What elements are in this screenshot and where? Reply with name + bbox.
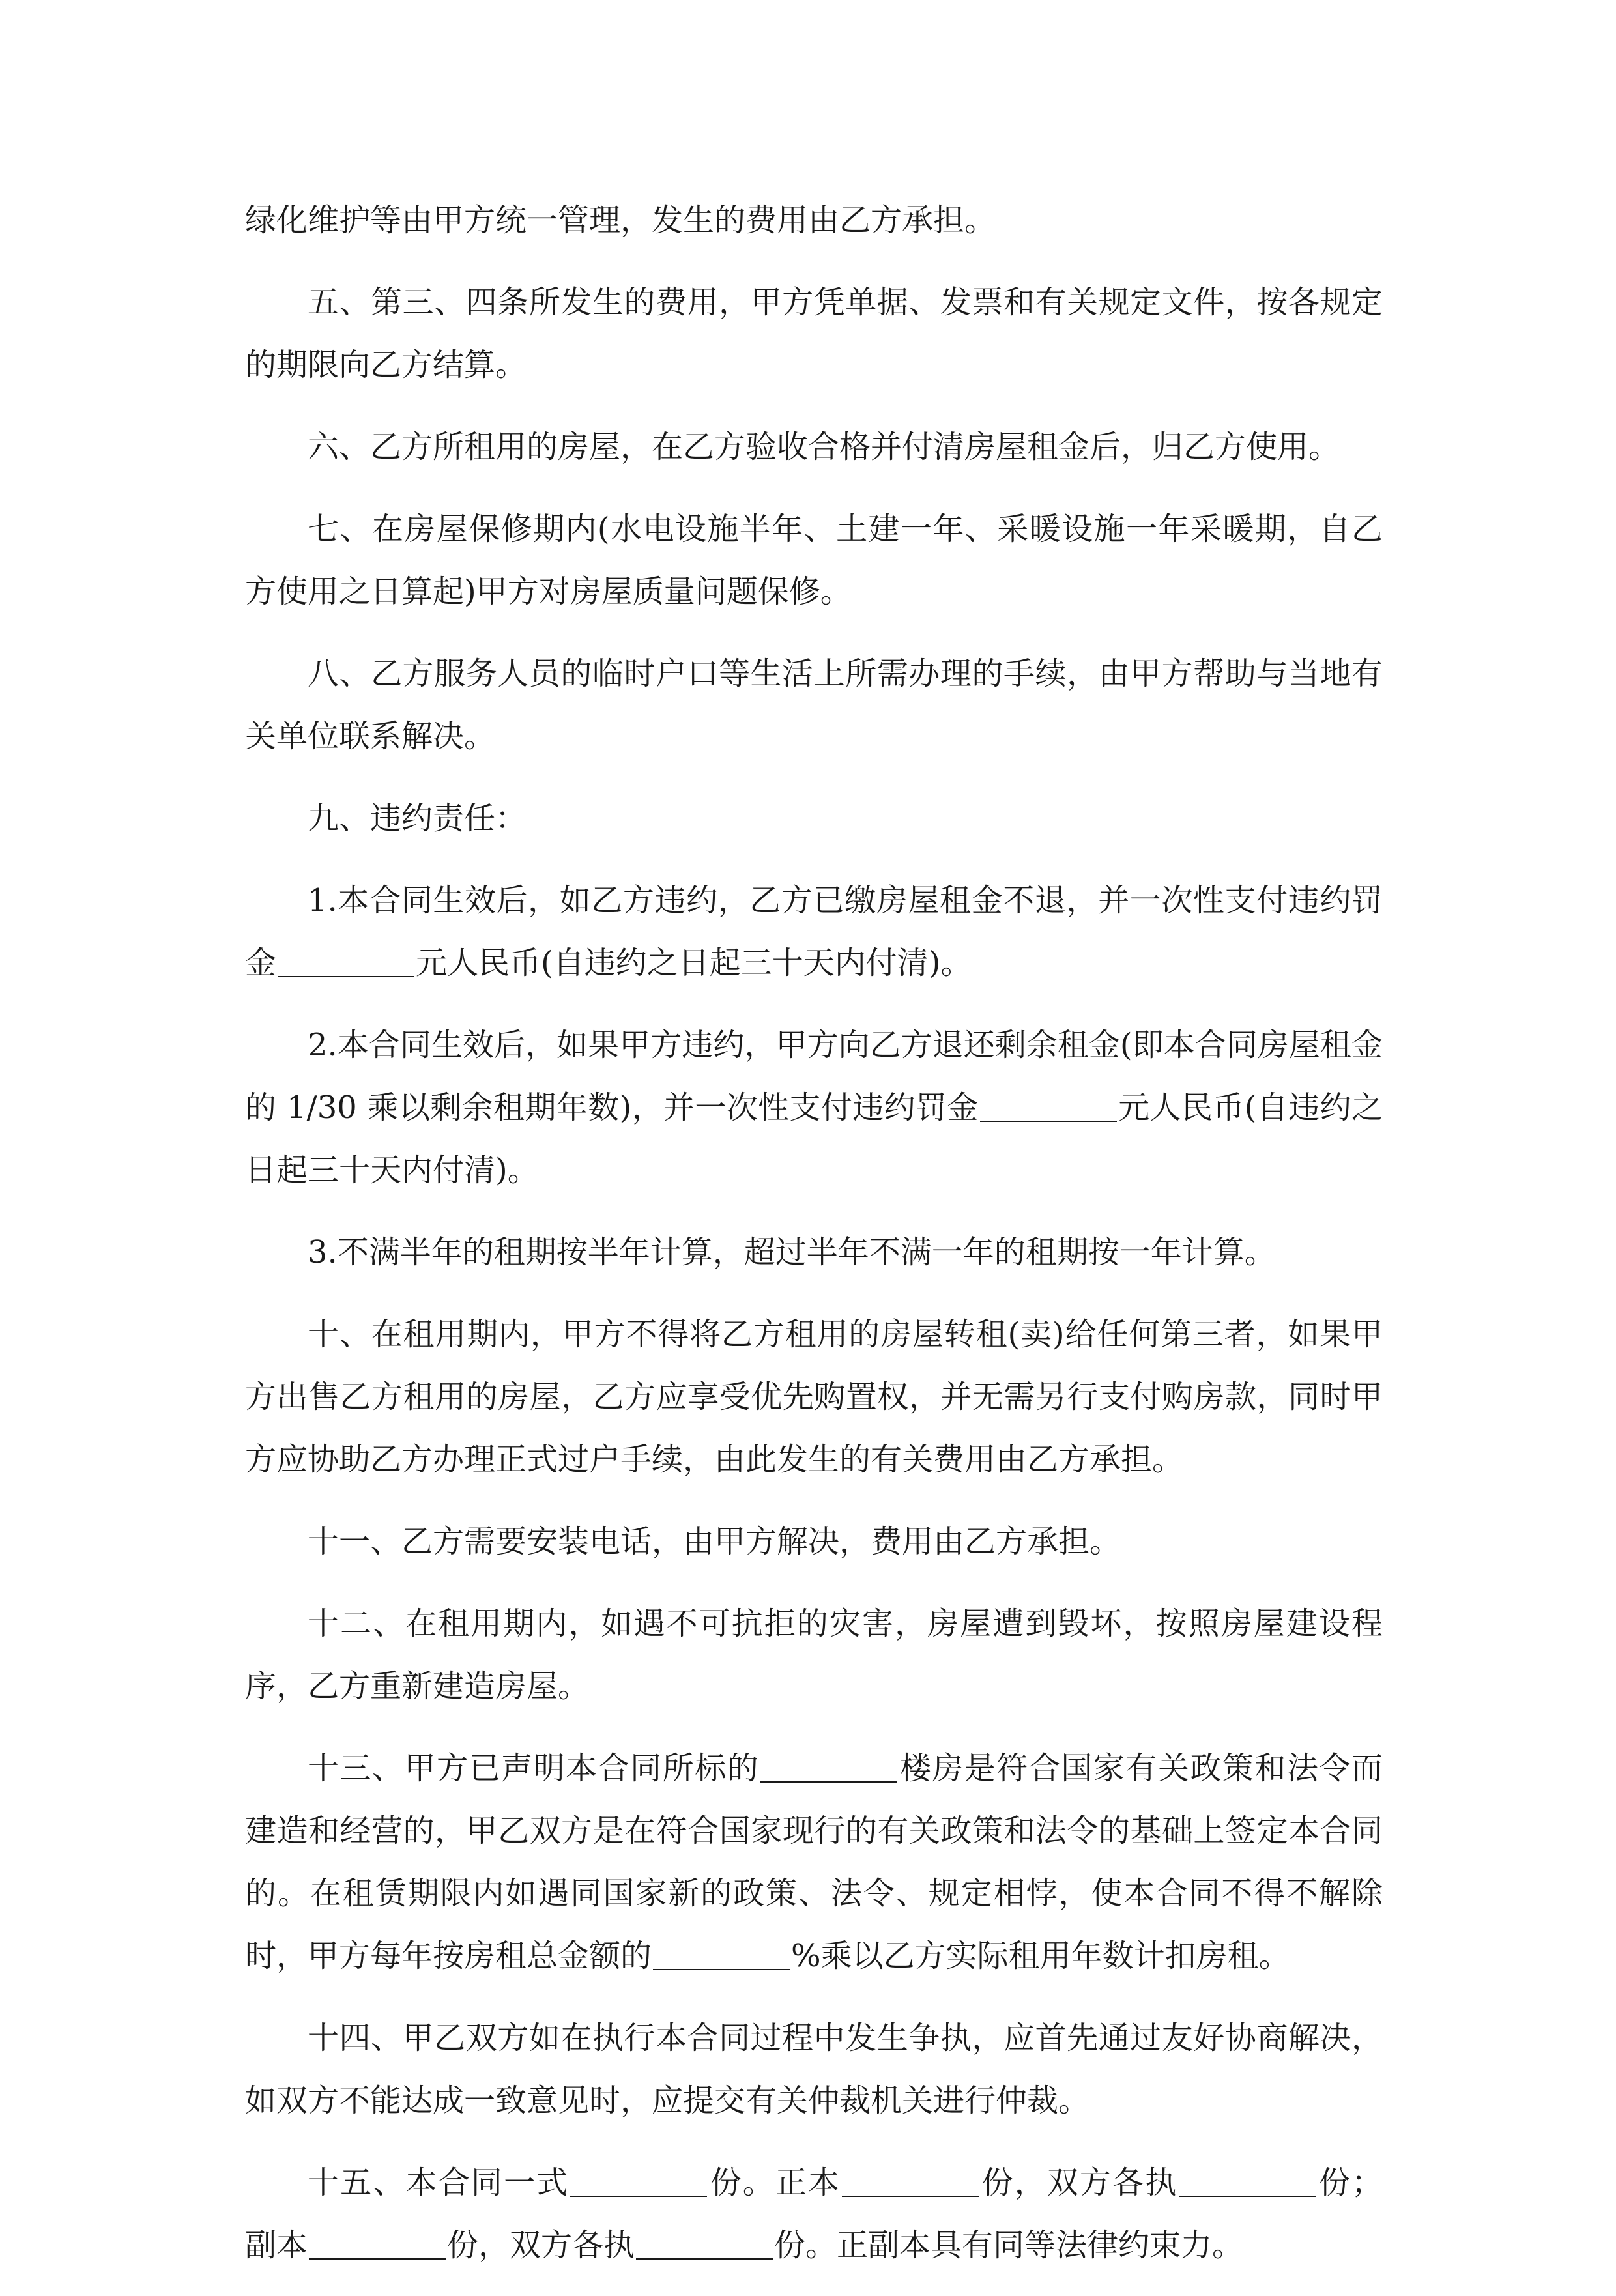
- paragraph-text: 楼房是符合国家有关政策和法令而建造和经营的，甲乙双方是在符合国家现行的有关政策和法令的基础上签定本合同的。在租赁期限内如遇同国家新的政策、法令、规定相悖，使本合同不得不解除时，甲方每年按房租总金额的: [245, 1750, 1383, 1974]
- paragraph-text: 份；副本: [245, 2164, 1383, 2263]
- paragraph-text: 五、第三、四条所发生的费用，甲方凭单据、发票和有关规定文件，按各规定的期限向乙方结算。: [245, 284, 1383, 383]
- fill-in-blank: [570, 2167, 707, 2197]
- paragraph-text: 元人民币(自违约之日起三十天内付清)。: [245, 1089, 1383, 1188]
- paragraph-text: 十五、本合同一式: [308, 2164, 570, 2201]
- paragraph-p5: [245, 271, 1383, 396]
- paragraph-text: 1.本合同生效后，如乙方违约，乙方已缴房屋租金不退，并一次性支付违约罚金: [245, 882, 1383, 981]
- paragraph-p7: [245, 498, 1383, 623]
- paragraph-text: 十二、在租用期内，如遇不可抗拒的灾害，房屋遭到毁坏，按照房屋建设程序，乙方重新建造房屋。: [245, 1605, 1383, 1704]
- paragraph-p11: [245, 1510, 1383, 1573]
- paragraph-text: 十三、甲方已声明本合同所标的: [308, 1750, 760, 1787]
- paragraph-text: %乘以乙方实际租用年数计扣房租。: [791, 1938, 1290, 1974]
- paragraph-p9-2: [245, 1014, 1383, 1201]
- fill-in-blank: [842, 2167, 979, 2197]
- fill-in-blank: [636, 2230, 773, 2260]
- paragraph-p9-1: [245, 869, 1383, 994]
- paragraph-text: 份。正副本具有同等法律约束力。: [774, 2227, 1244, 2263]
- paragraph-p0: [245, 189, 1383, 251]
- paragraph-text: 十一、乙方需要安装电话，由甲方解决，费用由乙方承担。: [308, 1523, 1121, 1560]
- paragraph-text: 十四、甲乙双方如在执行本合同过程中发生争执，应首先通过友好协商解决，如双方不能达成一致意见时，应提交有关仲裁机关进行仲裁。: [245, 2020, 1383, 2119]
- fill-in-blank: [1179, 2167, 1316, 2197]
- paragraph-text: 份，双方各执: [447, 2227, 635, 2263]
- paragraph-p14: [245, 2007, 1383, 2132]
- paragraph-text: 份，双方各执: [980, 2164, 1178, 2201]
- paragraph-text: 份。正本: [708, 2164, 841, 2201]
- paragraph-p6: [245, 416, 1383, 478]
- paragraph-p9-3: [245, 1221, 1383, 1284]
- paragraph-text: 绿化维护等由甲方统一管理，发生的费用由乙方承担。: [245, 202, 996, 238]
- paragraph-p8: [245, 642, 1383, 768]
- paragraph-p15: [245, 2151, 1383, 2276]
- paragraph-p12: [245, 1592, 1383, 1717]
- paragraph-text: 元人民币(自违约之日起三十天内付清)。: [416, 945, 972, 981]
- fill-in-blank: [309, 2230, 446, 2260]
- paragraph-text: 十、在租用期内，甲方不得将乙方租用的房屋转租(卖)给任何第三者，如果甲方出售乙方租用的房屋，乙方应享受优先购置权，并无需另行支付购房款，同时甲方应协助乙方办理正式过户手续，由此发生的有关费用由乙方承担。: [245, 1316, 1383, 1478]
- fill-in-blank: [653, 1940, 790, 1970]
- paragraph-p10: [245, 1303, 1383, 1491]
- paragraph-p9: [245, 787, 1383, 850]
- paragraph-text: 2.本合同生效后，如果甲方违约，甲方向乙方退还剩余租金(即本合同房屋租金的 1/30 乘以剩余租期年数)，并一次性支付违约罚金: [245, 1027, 1383, 1126]
- paragraph-text: 九、违约责任：: [308, 800, 527, 837]
- fill-in-blank: [980, 1092, 1117, 1122]
- paragraph-p13: [245, 1737, 1383, 1987]
- paragraph-text: 八、乙方服务人员的临时户口等生活上所需办理的手续，由甲方帮助与当地有关单位联系解决。: [245, 655, 1383, 754]
- paragraph-text: 七、在房屋保修期内(水电设施半年、土建一年、采暖设施一年采暖期，自乙方使用之日算起)甲方对房屋质量问题保修。: [245, 511, 1383, 610]
- fill-in-blank: [760, 1753, 897, 1783]
- fill-in-blank: [278, 947, 414, 977]
- contract-body: [245, 189, 1383, 2296]
- paragraph-text: 3.不满半年的租期按半年计算，超过半年不满一年的租期按一年计算。: [308, 1234, 1276, 1270]
- paragraph-text: 六、乙方所租用的房屋，在乙方验收合格并付清房屋租金后，归乙方使用。: [308, 429, 1340, 465]
